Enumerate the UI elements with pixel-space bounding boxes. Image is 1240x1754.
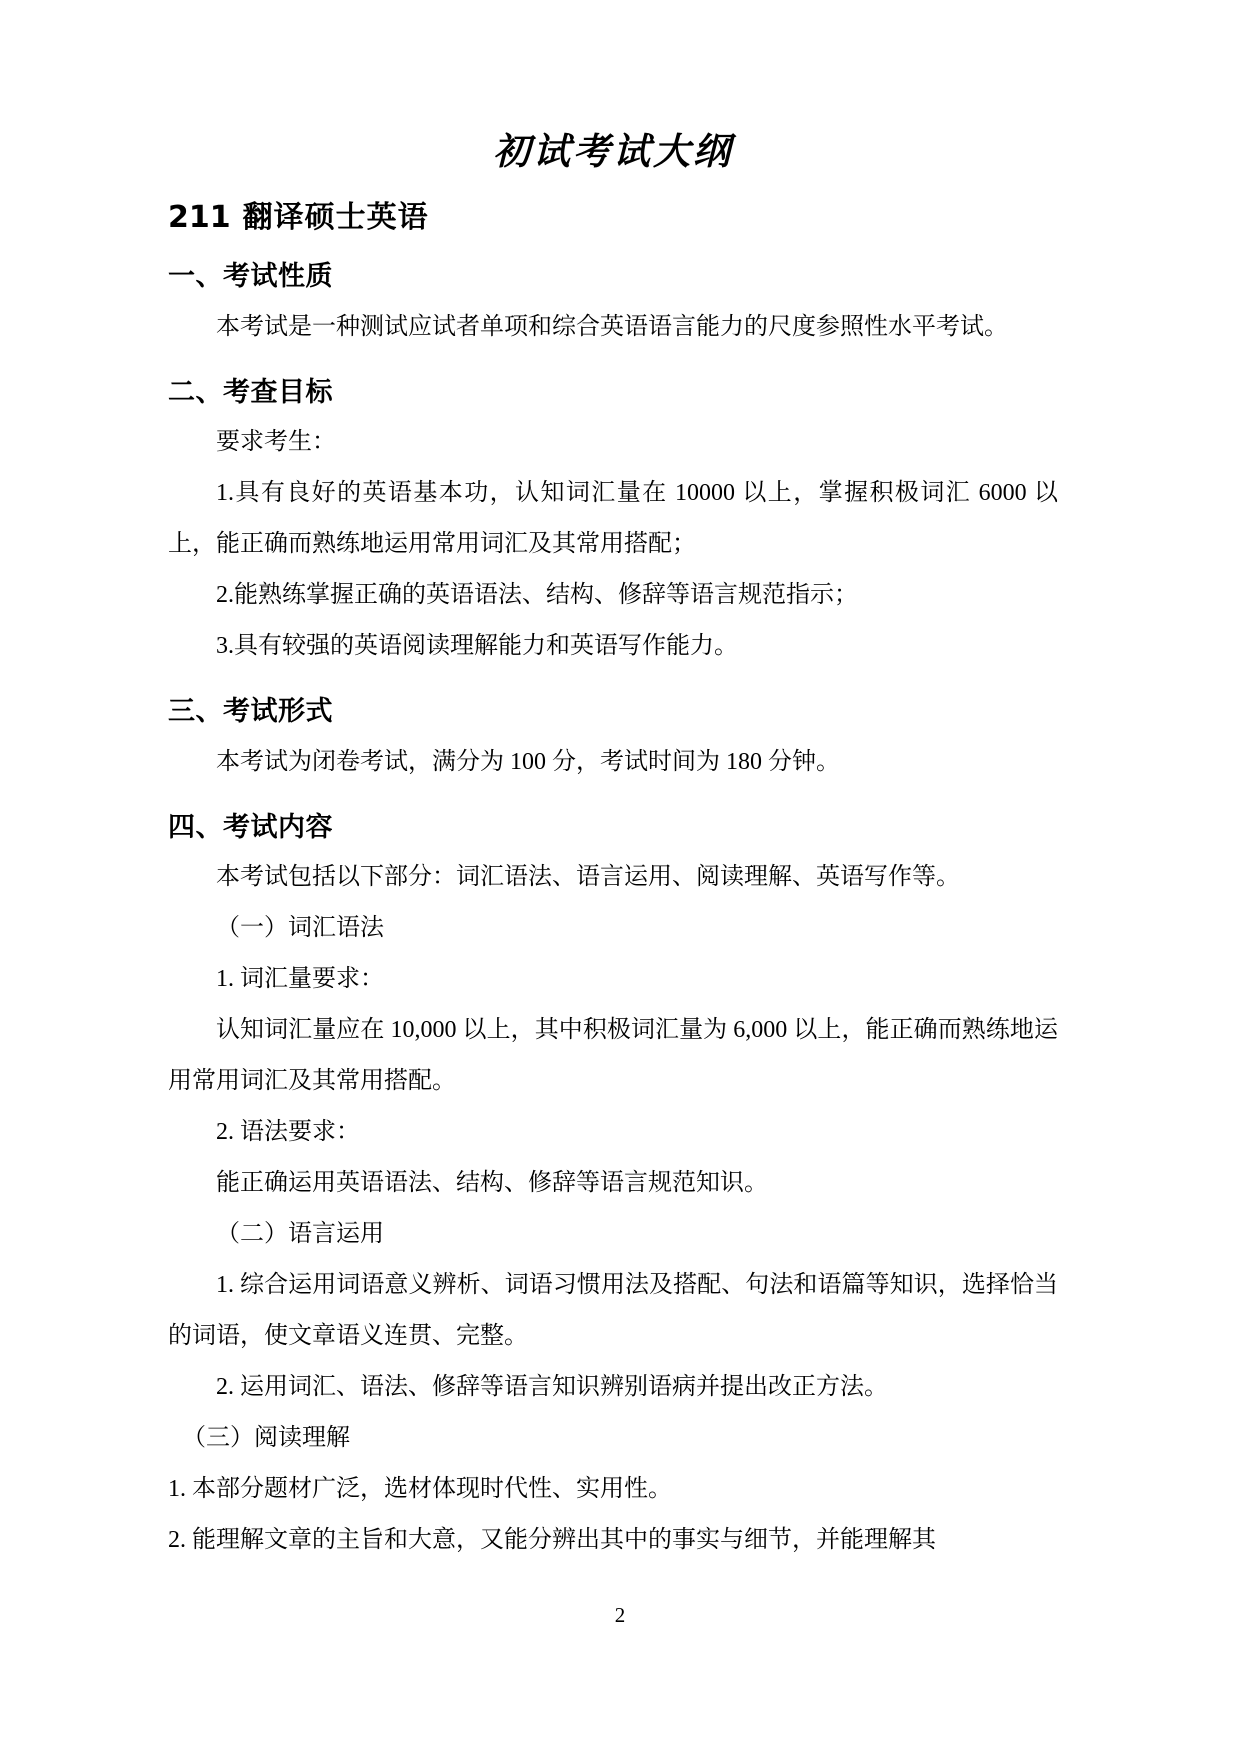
section-3-paragraph-1: 本考试为闭卷考试，满分为 100 分，考试时间为 180 分钟。 — [216, 748, 840, 775]
section-2-item-3: 3.具有较强的英语阅读理解能力和英语写作能力。 — [216, 633, 738, 660]
section-heading-3: 三、考试形式 — [168, 696, 333, 728]
section-4-item-1-1-body: 认知词汇量应在 10,000 以上，其中积极词汇量为 6,000 以上，能正确而熟练地运用常用词汇及其常用搭配。 — [168, 1017, 1058, 1094]
section-4-paragraph-1: 本考试包括以下部分：词汇语法、语言运用、阅读理解、英语写作等。 — [216, 864, 960, 890]
section-4-item-1-2-body: 能正确运用英语语法、结构、修辞等语言规范知识。 — [216, 1170, 768, 1196]
section-1-paragraph-1: 本考试是一种测试应试者单项和综合英语语言能力的尺度参照性水平考试。 — [216, 313, 1008, 340]
section-4-item-3-1: 1. 本部分题材广泛，选材体现时代性、实用性。 — [168, 1476, 672, 1502]
section-4-subsection-3: （三）阅读理解 — [182, 1425, 350, 1451]
section-4-item-2-2: 2. 运用词汇、语法、修辞等语言知识辨别语病并提出改正方法。 — [216, 1374, 888, 1400]
page-content — [168, 0, 1058, 1566]
subject-heading — [168, 174, 1058, 237]
section-heading-4: 四、考试内容 — [168, 811, 333, 843]
page-number: 2 — [614, 1603, 626, 1627]
section-4-item-1-2: 2. 语法要求： — [216, 1119, 360, 1145]
section-4-subsection-1: （一）词汇语法 — [216, 915, 384, 941]
section-4-item-2-1: 1. 综合运用词语意义辨析、词语习惯用法及搭配、句法和语篇等知识，选择恰当的词语，使文章语义连贯、完整。 — [168, 1272, 1058, 1349]
section-2-item-2: 2.能熟练掌握正确的英语语法、结构、修辞等语言规范指示； — [216, 582, 858, 609]
section-heading-1: 一、考试性质 — [168, 261, 333, 293]
section-4-item-1-1: 1. 词汇量要求： — [216, 966, 384, 992]
section-4-item-3-2: 2. 能理解文章的主旨和大意，又能分辨出其中的事实与细节，并能理解其 — [168, 1527, 936, 1553]
section-2-item-1: 1.具有良好的英语基本功，认知词汇量在 10000 以上，掌握积极词汇 6000 以上，能正确而熟练地运用常用词汇及其常用搭配； — [168, 480, 1058, 558]
subject-code: 211 — [168, 200, 231, 236]
page-title: 初试考试大纲 — [493, 129, 733, 173]
section-2-paragraph-1: 要求考生： — [216, 429, 336, 456]
subject-name: 翻译硕士英语 — [242, 200, 429, 236]
section-heading-2: 二、考查目标 — [168, 376, 333, 408]
section-4-subsection-2: （二）语言运用 — [216, 1221, 384, 1247]
